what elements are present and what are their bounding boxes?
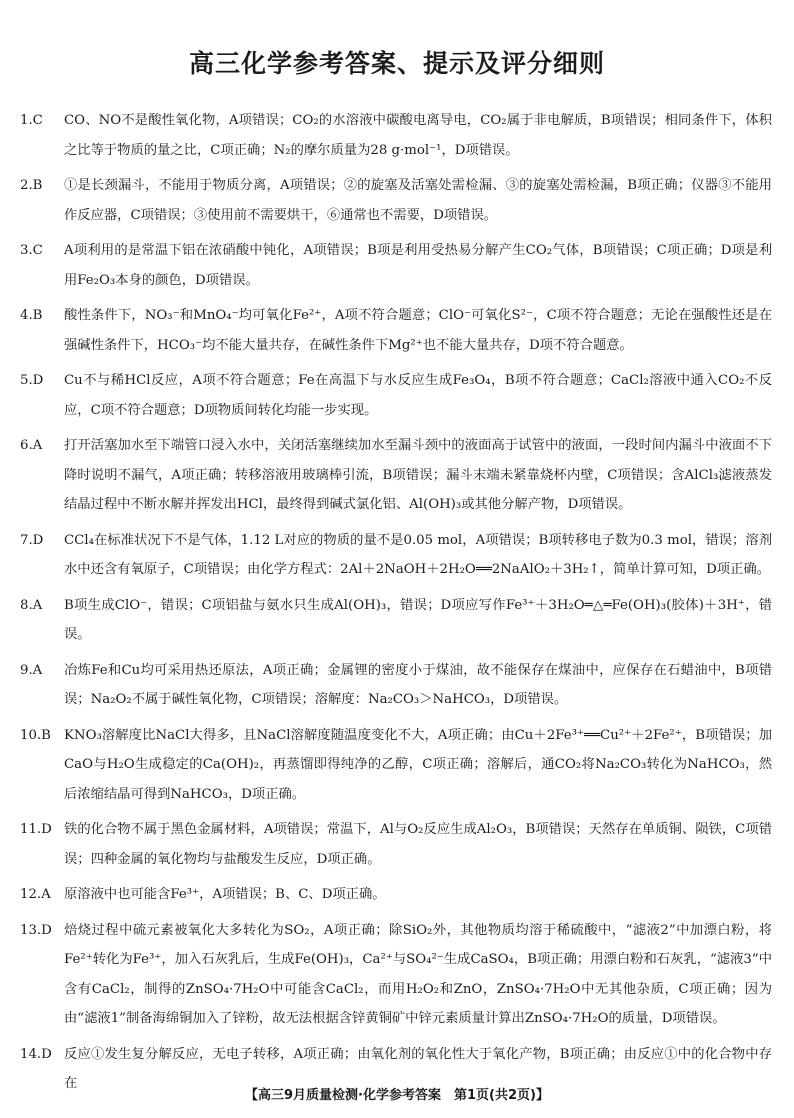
- answer-explanation: 原溶液中也可能含Fe³⁺，A项错误；B、C、D项正确。: [64, 887, 386, 902]
- answer-number: 11.D: [20, 822, 52, 837]
- answer-explanation: 焙烧过程中硫元素被氧化大多转化为SO₂，A项正确；除SiO₂外，其他物质均溶于稀硫酸中，“滤液2”中加漂白粉，将Fe²⁺转化为Fe³⁺，加入石灰乳后，生成Fe(OH)₃，Ca²⁺与SO₄²⁻生成CaSO₄，B项正确；用漂白粉和石灰乳，“滤液3”中含有CaCl₂，制得的ZnSO₄·7H₂O中可能含CaCl₂，而用H₂O₂和ZnO，ZnSO₄·7H₂O中无其他杂质，C项正确；因为由“滤液1”制备海绵铜加入了锌粉，故无法根据含锌黄铜矿中锌元素质量计算出ZnSO₄·7H₂O的质量，D项错误。: [64, 922, 772, 1026]
- answer-item-8: [20, 591, 772, 650]
- answer-number: 14.D: [20, 1046, 52, 1062]
- answer-number: 10.B: [20, 727, 51, 743]
- page-footer: 【高三9月质量检测·化学参考答案 第1页(共2页)】: [245, 1088, 549, 1103]
- answer-item-12: [20, 880, 772, 910]
- answer-number: 12.A: [20, 887, 51, 902]
- answer-item-11: [20, 815, 772, 874]
- answer-explanation: 冶炼Fe和Cu均可采用热还原法，A项正确；金属锂的密度小于煤油，故不能保存在煤油中，应保存在石蜡油中，B项错误；Na₂O₂不属于碱性氧化物，C项错误；溶解度：Na₂CO₃＞NaHCO₃，D项错误。: [64, 662, 772, 707]
- answer-item-2: [20, 171, 772, 230]
- answer-item-9: [20, 656, 772, 715]
- answer-item-10: [20, 721, 772, 810]
- answer-number: 3.C: [20, 243, 43, 258]
- answer-item-5: [20, 366, 772, 425]
- answer-number: 2.B: [20, 178, 43, 193]
- answer-item-6: [20, 431, 772, 520]
- answer-number: 6.A: [20, 438, 43, 453]
- answer-explanation: 打开活塞加水至下端管口浸入水中，关闭活塞继续加水至漏斗颈中的液面高于试管中的液面，一段时间内漏斗中液面不下降时说明不漏气，A项正确；转移溶液用玻璃棒引流，B项错误；漏斗末端未紧靠烧杯内壁，C项错误；含AlCl₃滤液蒸发结晶过程中不断水解并挥发出HCl，最终得到碱式氯化铝、Al(OH)₃或其他分解产物，D项错误。: [64, 438, 772, 512]
- answer-item-3: [20, 236, 772, 295]
- answer-explanation: 酸性条件下，NO₃⁻和MnO₄⁻均可氧化Fe²⁺，A项不符合题意；ClO⁻可氧化S²⁻，C项不符合题意；无论在强酸性还是在强碱性条件下，HCO₃⁻均不能大量共存，在碱性条件下Mg²⁺也不能大量共存，D项不符合题意。: [64, 308, 772, 353]
- answer-item-1: [20, 106, 772, 165]
- answer-item-4: [20, 301, 772, 360]
- answer-explanation: CO、NO不是酸性氧化物，A项错误；CO₂的水溶液中碳酸电离导电，CO₂属于非电解质，B项错误；相同条件下，体积之比等于物质的量之比，C项正确；N₂的摩尔质量为28 g·mol⁻¹，D项错误。: [64, 113, 772, 158]
- answer-number: 1.C: [20, 113, 43, 128]
- answer-item-7: [20, 526, 772, 585]
- answer-number: 13.D: [20, 922, 52, 938]
- answer-explanation: CCl₄在标准状况下不是气体，1.12 L对应的物质的量不是0.05 mol，A项错误；B项转移电子数为0.3 mol，错误；溶剂水中还含有氧原子，C项错误；由化学方程式：2Al＋2NaOH＋2H₂O══2NaAlO₂＋3H₂↑，简单计算可知，D项正确。: [64, 532, 772, 577]
- answer-number: 8.A: [20, 597, 43, 613]
- answer-item-13: [20, 916, 772, 1034]
- answer-explanation: 反应①发生复分解反应，无电子转移，A项正确；由氧化剂的氧化性大于氧化产物，B项正确；由反应①中的化合物中存在: [64, 1046, 772, 1091]
- answer-explanation: B项生成ClO⁻，错误；C项铝盐与氨水只生成Al(OH)₃，错误；D项应写作Fe³⁺＋3H₂O═△═Fe(OH)₃(胶体)＋3H⁺，错误。: [64, 597, 772, 642]
- answer-number: 5.D: [20, 373, 44, 388]
- answer-number: 9.A: [20, 662, 43, 678]
- answer-explanation: 铁的化合物不属于黑色金属材料，A项错误；常温下，Al与O₂反应生成Al₂O₃，B项错误；天然存在单质铜、陨铁，C项错误；四种金属的氧化物均与盐酸发生反应，D项正确。: [64, 822, 772, 867]
- answer-explanation: A项利用的是常温下铝在浓硝酸中钝化，A项错误；B项是利用受热易分解产生CO₂气体，B项错误；C项正确；D项是利用Fe₂O₃本身的颜色，D项错误。: [64, 243, 772, 288]
- answer-list: [20, 106, 772, 1105]
- answer-explanation: Cu不与稀HCl反应，A项不符合题意；Fe在高温下与水反应生成Fe₃O₄，B项不符合题意；CaCl₂溶液中通入CO₂不反应，C项不符合题意；D项物质间转化均能一步实现。: [64, 373, 772, 418]
- answer-number: 7.D: [20, 532, 44, 548]
- answer-number: 4.B: [20, 308, 43, 323]
- answer-explanation: KNO₃溶解度比NaCl大得多，且NaCl溶解度随温度变化不大，A项正确；由Cu＋2Fe³⁺══Cu²⁺＋2Fe²⁺，B项错误；加CaO与H₂O生成稳定的Ca(OH)₂，再蒸馏即得纯净的乙醇，C项正确；溶解后，通CO₂将Na₂CO₃转化为NaHCO₃，然后浓缩结晶可得到NaHCO₃，D项正确。: [64, 727, 772, 802]
- page-title: 高三化学参考答案、提示及评分细则: [188, 49, 605, 78]
- answer-explanation: ①是长颈漏斗，不能用于物质分离，A项错误；②的旋塞及活塞处需检漏、③的旋塞处需检漏，B项正确；仪器③不能用作反应器，C项错误；③使用前不需要烘干，⑥通常也不需要，D项错误。: [64, 178, 772, 223]
